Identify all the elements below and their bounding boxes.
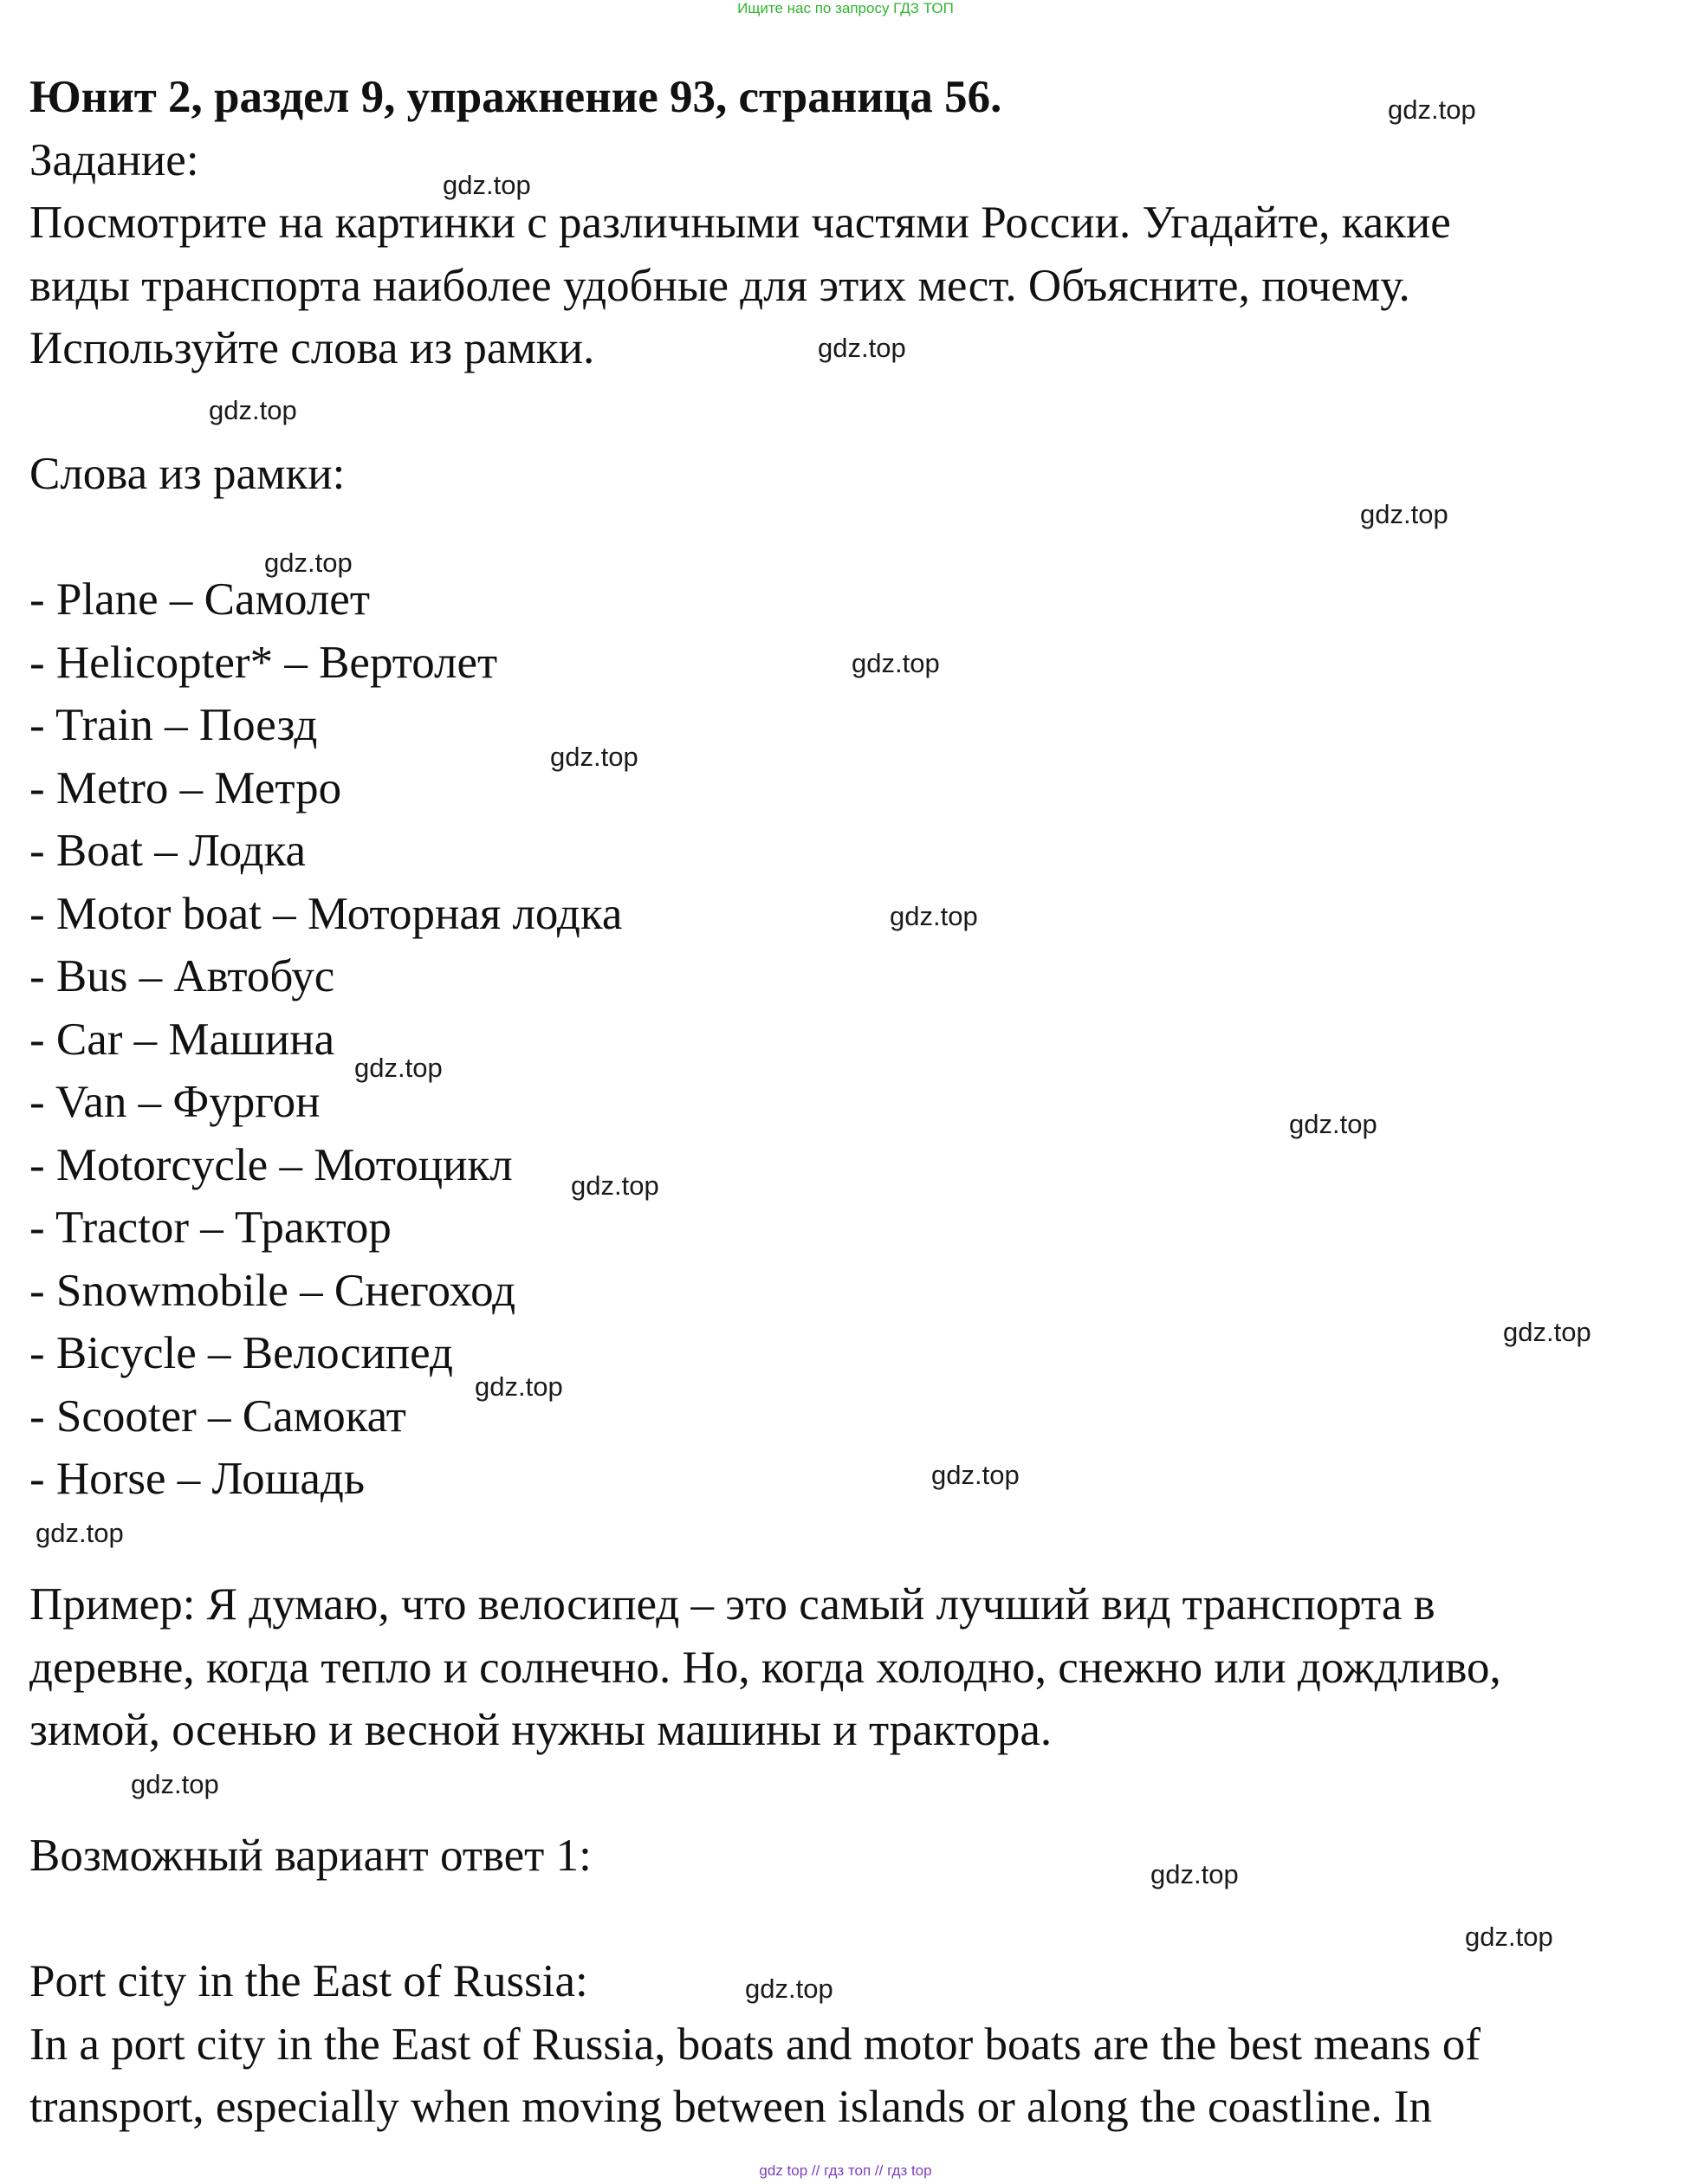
task-line: виды транспорта наиболее удобные для этих мест. Объясните, почему. (29, 260, 1410, 311)
task-label: Задание: (29, 134, 199, 185)
watermark: gdz.top (1388, 94, 1476, 125)
watermark: gdz.top (550, 742, 638, 772)
answer-label: Возможный вариант ответ 1: (29, 1831, 592, 1881)
list-item: - Horse – Лошадь (29, 1454, 366, 1504)
watermark: gdz.top (1289, 1109, 1377, 1139)
watermark: gdz.top (1465, 1922, 1553, 1952)
list-item: - Car – Машина (29, 1014, 335, 1065)
watermark: gdz.top (931, 1460, 1020, 1490)
watermark: gdz.top (209, 395, 297, 425)
document-body (29, 66, 1630, 2139)
watermark: gdz.top (131, 1769, 219, 1799)
answer-line: transport, especially when moving between islands or along the coastline. In (29, 2082, 1433, 2132)
list-item: - Tractor – Трактор (29, 1202, 392, 1253)
watermark: gdz.top (571, 1170, 659, 1201)
bottom-banner[interactable]: gdz top // гдз топ // гдз top (759, 2162, 932, 2179)
list-item: - Motorcycle – Мотоцикл (29, 1139, 513, 1190)
spacer (29, 1762, 1630, 1825)
answer-line: In a port city in the East of Russia, boats and motor boats are the best means of (29, 2019, 1480, 2070)
example-line: Пример: Я думаю, что велосипед – это самый лучший вид транспорта в (29, 1579, 1435, 1630)
watermark: gdz.top (443, 170, 531, 200)
list-item: - Helicopter* – Вертолет (29, 637, 498, 688)
watermark: gdz.top (890, 901, 978, 931)
watermark: gdz.top (264, 548, 353, 578)
list-item: - Bus – Автобус (29, 951, 335, 1001)
watermark: gdz.top (1360, 499, 1448, 529)
watermark: gdz.top (354, 1053, 443, 1083)
watermark: gdz.top (1150, 1859, 1239, 1889)
watermark: gdz.top (852, 648, 940, 678)
watermark: gdz.top (1503, 1317, 1591, 1347)
list-item: - Boat – Лодка (29, 826, 307, 876)
top-banner[interactable]: Ищите нас по запросу ГДЗ ТОП (737, 0, 954, 16)
words-list (29, 568, 1630, 1511)
page-title: Юнит 2, раздел 9, упражнение 93, страница 56. (29, 72, 1002, 122)
task-line: Используйте слова из рамки. (29, 323, 595, 373)
watermark: gdz.top (818, 333, 906, 363)
spacer (29, 1888, 1630, 1951)
list-item: - Metro – Метро (29, 762, 342, 813)
example-line: зимой, осенью и весной нужны машины и трактора. (29, 1705, 1053, 1755)
answer-heading: Port city in the East of Russia: (29, 1956, 588, 2006)
list-item: - Scooter – Самокат (29, 1390, 406, 1442)
task-line: Посмотрите на картинки с различными частями России. Угадайте, какие (29, 198, 1451, 248)
list-item: - Snowmobile – Снегоход (29, 1265, 516, 1316)
list-item: - Van – Фургон (29, 1077, 321, 1127)
watermark: gdz.top (475, 1371, 563, 1402)
watermark: gdz.top (36, 1518, 124, 1548)
spacer (29, 1511, 1630, 1574)
watermark: gdz.top (745, 1973, 833, 2004)
words-label: Слова из рамки: (29, 449, 346, 499)
list-item: - Plane – Самолет (29, 574, 370, 625)
list-item: - Train – Поезд (29, 700, 318, 750)
list-item: - Motor boat – Моторная лодка (29, 888, 623, 939)
example-line: деревне, когда тепло и солнечно. Но, когда холодно, снежно или дождливо, (29, 1642, 1501, 1693)
list-item: - Bicycle – Велосипед (29, 1328, 453, 1378)
